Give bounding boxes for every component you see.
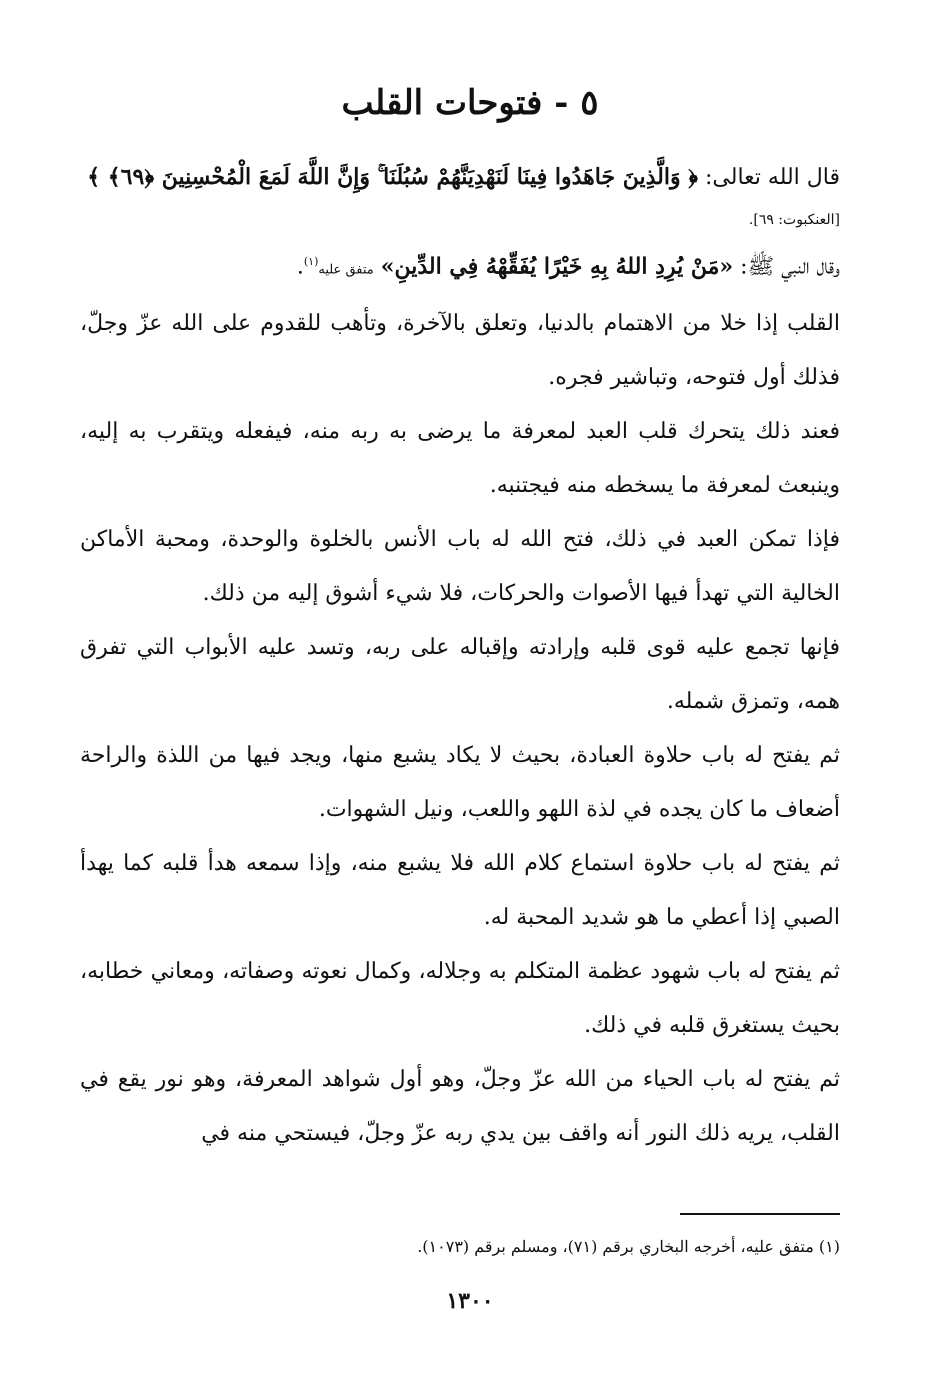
paragraph: فإذا تمكن العبد في ذلك، فتح الله له باب الأنس بالخلوة والوحدة، ومحبة الأماكن الخالية التي تهدأ فيها الأصوات والحركات، فلا شيء أشوق إليه من ذلك. (80, 527, 840, 607)
quran-reference: [العنكبوت: ٦٩]. (748, 212, 840, 228)
chapter-heading (0, 78, 940, 128)
chapter-number: ٥ (580, 83, 599, 123)
footnote-marker: (١) (303, 255, 319, 268)
chapter-title: فتوحات القلب (341, 83, 543, 123)
paragraph: فإنها تجمع عليه قوى قلبه وإرادته وإقباله على ربه، وتسد عليه الأبواب التي تفرق همه، وتمزق شمله. (80, 635, 840, 715)
paragraph: ثم يفتح له باب الحياء من الله عزّ وجلّ، وهو أول شواهد المعرفة، وهو نور يقع في القلب، يريه ذلك النور أنه واقف بين يدي ربه عزّ وجلّ، فيستحي منه في (80, 1067, 840, 1147)
quran-verse: ﴿ وَالَّذِينَ جَاهَدُوا فِينَا لَنَهْدِيَنَّهُمْ سُبُلَنَا ۚ وَإِنَّ اللَّهَ لَمَعَ الْمُحْسِنِينَ ﴿٦٩﴾ ﴾ (87, 164, 699, 190)
footnote: (١) متفق عليه، أخرجه البخاري برقم (٧١)، ومسلم برقم (١٠٧٣). (417, 1237, 840, 1256)
hadith-citation (80, 235, 840, 297)
quran-citation (80, 150, 840, 205)
hadith-text: «مَنْ يُرِدِ اللهُ بِهِ خَيْرًا يُفَقِّهْهُ فِي الدِّينِ» (380, 253, 734, 280)
paragraph: القلب إذا خلا من الاهتمام بالدنيا، وتعلق بالآخرة، وتأهب للقدوم على الله عزّ وجلّ، فذلك أول فتوحه، وتباشير فجره. (80, 311, 840, 391)
paragraph: ثم يفتح له باب حلاوة العبادة، بحيث لا يكاد يشبع منها، ويجد فيها من اللذة والراحة أضعاف ما كان يجده في لذة اللهو واللعب، ونيل الشهوات. (80, 743, 840, 823)
hadith-intro: وقال النبي ﷺ: (740, 254, 840, 280)
paragraph: فعند ذلك يتحرك قلب العبد لمعرفة ما يرضى به ربه منه، فيفعله ويتقرب به إليه، وينبعث لمعرفة ما يسخطه منه فيجتنبه. (80, 419, 840, 499)
chapter-separator: - (554, 83, 569, 123)
page-number: ١٣٠٠ (446, 1288, 494, 1314)
hadith-end: . (296, 254, 304, 280)
quran-intro: قال الله تعالى: (705, 165, 840, 190)
main-text (80, 150, 840, 1161)
hadith-grade: متفق عليه (318, 262, 374, 278)
footnote-divider (680, 1213, 840, 1215)
paragraph: ثم يفتح له باب حلاوة استماع كلام الله فلا يشبع منه، وإذا سمعه هدأ قلبه كما يهدأ الصبي إذا أعطي ما هو شديد المحبة له. (80, 851, 840, 931)
paragraph: ثم يفتح له باب شهود عظمة المتكلم به وجلاله، وكمال نعوته وصفاته، ومعاني خطابه، بحيث يستغرق قلبه في ذلك. (80, 959, 840, 1039)
